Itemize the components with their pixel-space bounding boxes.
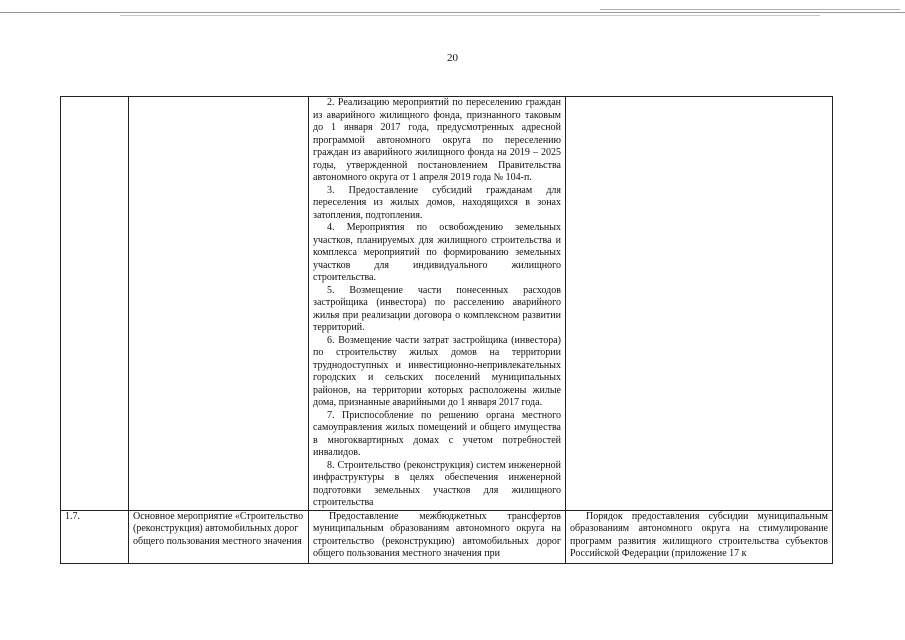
order-text: Порядок предоставления субсидии муниципальным образованиям автономного округа на стимулирование программ развития жилищного строительства субъектов Российской Федерации (приложение 17 к xyxy=(570,510,828,559)
measures-table xyxy=(60,96,833,564)
order-cell xyxy=(566,510,833,563)
measure-content-cell xyxy=(309,510,566,563)
order-cell xyxy=(566,97,833,511)
row-number-cell xyxy=(61,97,129,511)
measure-name-text: Основное мероприятие «Строительство (реконструкция) автомобильных дорог общего пользования местного значения xyxy=(133,510,304,547)
content-paragraph: 3. Предоставление субсидий гражданам для переселения из жилых домов, находящихся в зонах затопления, подтопления. xyxy=(313,184,561,221)
content-paragraph: 2. Реализацию мероприятий по переселению граждан из аварийного жилищного фонда, признанного таковым до 1 января 2017 года, предусмотренных адресной программой автономного округа по переселению граждан из аварийного жилищного фонда на 2019 – 2025 годы, утвержденной постановлением Правительства автономного округа от 1 апреля 2019 года № 104-п. xyxy=(313,97,561,183)
content-paragraph: 7. Приспособление по решению органа местного самоуправления жилых помещений и общего имущества в многоквартирных домах с учетом потребностей инвалидов. xyxy=(313,409,561,458)
content-paragraph: 6. Возмещение части затрат застройщика (инвестора) по строительству жилых домов на территории труднодоступных и инвестиционно-непривлекательных городских и сельских поселений муниципальных районов, на территории которых расположены жилые дома, признанные аварийными до 1 января 2017 года. xyxy=(313,334,561,408)
content-paragraph: 8. Строительство (реконструкция) систем инженерной инфраструктуры в целях обеспечения инженерной подготовки земельных участков для жилищного строительства xyxy=(313,459,561,508)
measure-content-cell xyxy=(309,97,566,511)
content-paragraph: 4. Мероприятия по освобождению земельных участков, планируемых для жилищного строительства и комплекса мероприятий по формированию земельных участков для индивидуального жилищного строительства. xyxy=(313,222,561,283)
measure-name-cell xyxy=(129,97,309,511)
measure-name-cell xyxy=(129,510,309,563)
content-paragraph: Предоставление межбюджетных трансфертов муниципальным образованиям автономного округа на строительство (реконструкцию) автомобильных дорог общего пользования местного значения при xyxy=(313,510,561,559)
table-row xyxy=(61,97,833,511)
page-number: 20 xyxy=(447,52,458,64)
row-number-text: 1.7. xyxy=(65,510,80,522)
row-number-cell xyxy=(61,510,129,563)
scan-edge-artifact xyxy=(0,0,905,22)
content-paragraph: 5. Возмещение части понесенных расходов застройщика (инвестора) по расселению аварийного жилья при реализации договора о комплексном развитии территорий. xyxy=(313,284,561,333)
table-row xyxy=(61,510,833,563)
